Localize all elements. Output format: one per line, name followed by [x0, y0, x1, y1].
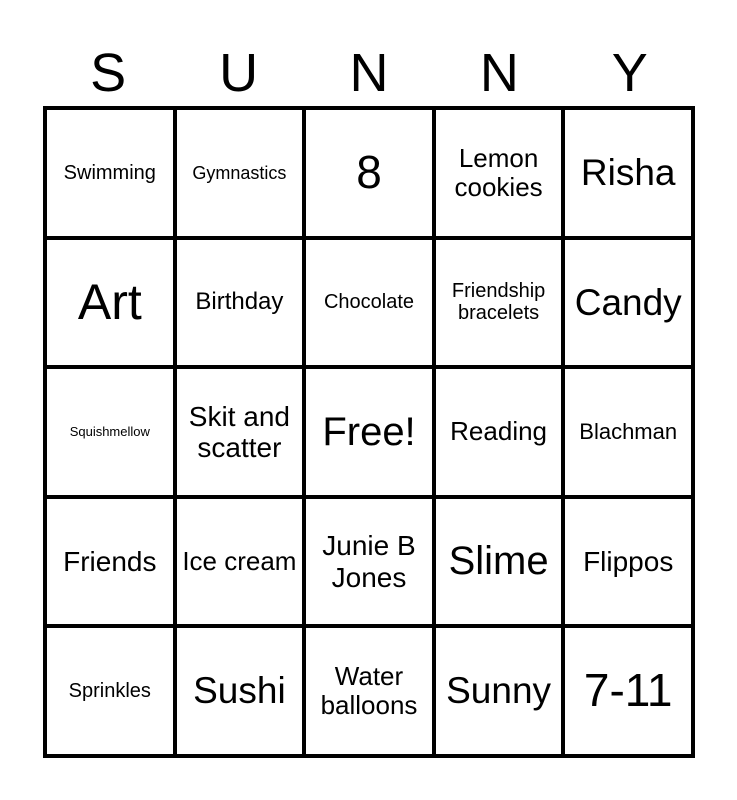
bingo-cell[interactable]: Lemon cookies: [434, 108, 564, 238]
header-letter-y: Y: [611, 43, 648, 103]
bingo-cell[interactable]: Friends: [45, 497, 175, 627]
header-letter-n-1: N: [349, 43, 389, 103]
header-letter-s: S: [90, 43, 127, 103]
header-letter-u: U: [219, 43, 259, 103]
bingo-header: [43, 40, 695, 106]
bingo-cell[interactable]: Squishmellow: [45, 367, 175, 497]
bingo-cell[interactable]: Friendship bracelets: [434, 238, 564, 368]
bingo-cell[interactable]: Gymnastics: [175, 108, 305, 238]
bingo-cell[interactable]: Art: [45, 238, 175, 368]
bingo-cell[interactable]: Chocolate: [304, 238, 434, 368]
bingo-cell[interactable]: Sushi: [175, 626, 305, 756]
bingo-cell[interactable]: Swimming: [45, 108, 175, 238]
bingo-board: [43, 106, 695, 758]
bingo-cell[interactable]: Water balloons: [304, 626, 434, 756]
bingo-cell[interactable]: Slime: [434, 497, 564, 627]
bingo-cell[interactable]: Candy: [563, 238, 693, 368]
free-space-cell[interactable]: Free!: [304, 367, 434, 497]
bingo-cell[interactable]: Flippos: [563, 497, 693, 627]
bingo-cell[interactable]: 7-11: [563, 626, 693, 756]
bingo-cell[interactable]: Birthday: [175, 238, 305, 368]
bingo-cell[interactable]: Risha: [563, 108, 693, 238]
bingo-cell[interactable]: Skit and scatter: [175, 367, 305, 497]
bingo-cell[interactable]: Ice cream: [175, 497, 305, 627]
bingo-cell[interactable]: Junie B Jones: [304, 497, 434, 627]
bingo-cell[interactable]: Sunny: [434, 626, 564, 756]
bingo-cell[interactable]: Reading: [434, 367, 564, 497]
bingo-cell[interactable]: 8: [304, 108, 434, 238]
header-letter-n-2: N: [479, 43, 519, 103]
bingo-cell[interactable]: Blachman: [563, 367, 693, 497]
bingo-cell[interactable]: Sprinkles: [45, 626, 175, 756]
